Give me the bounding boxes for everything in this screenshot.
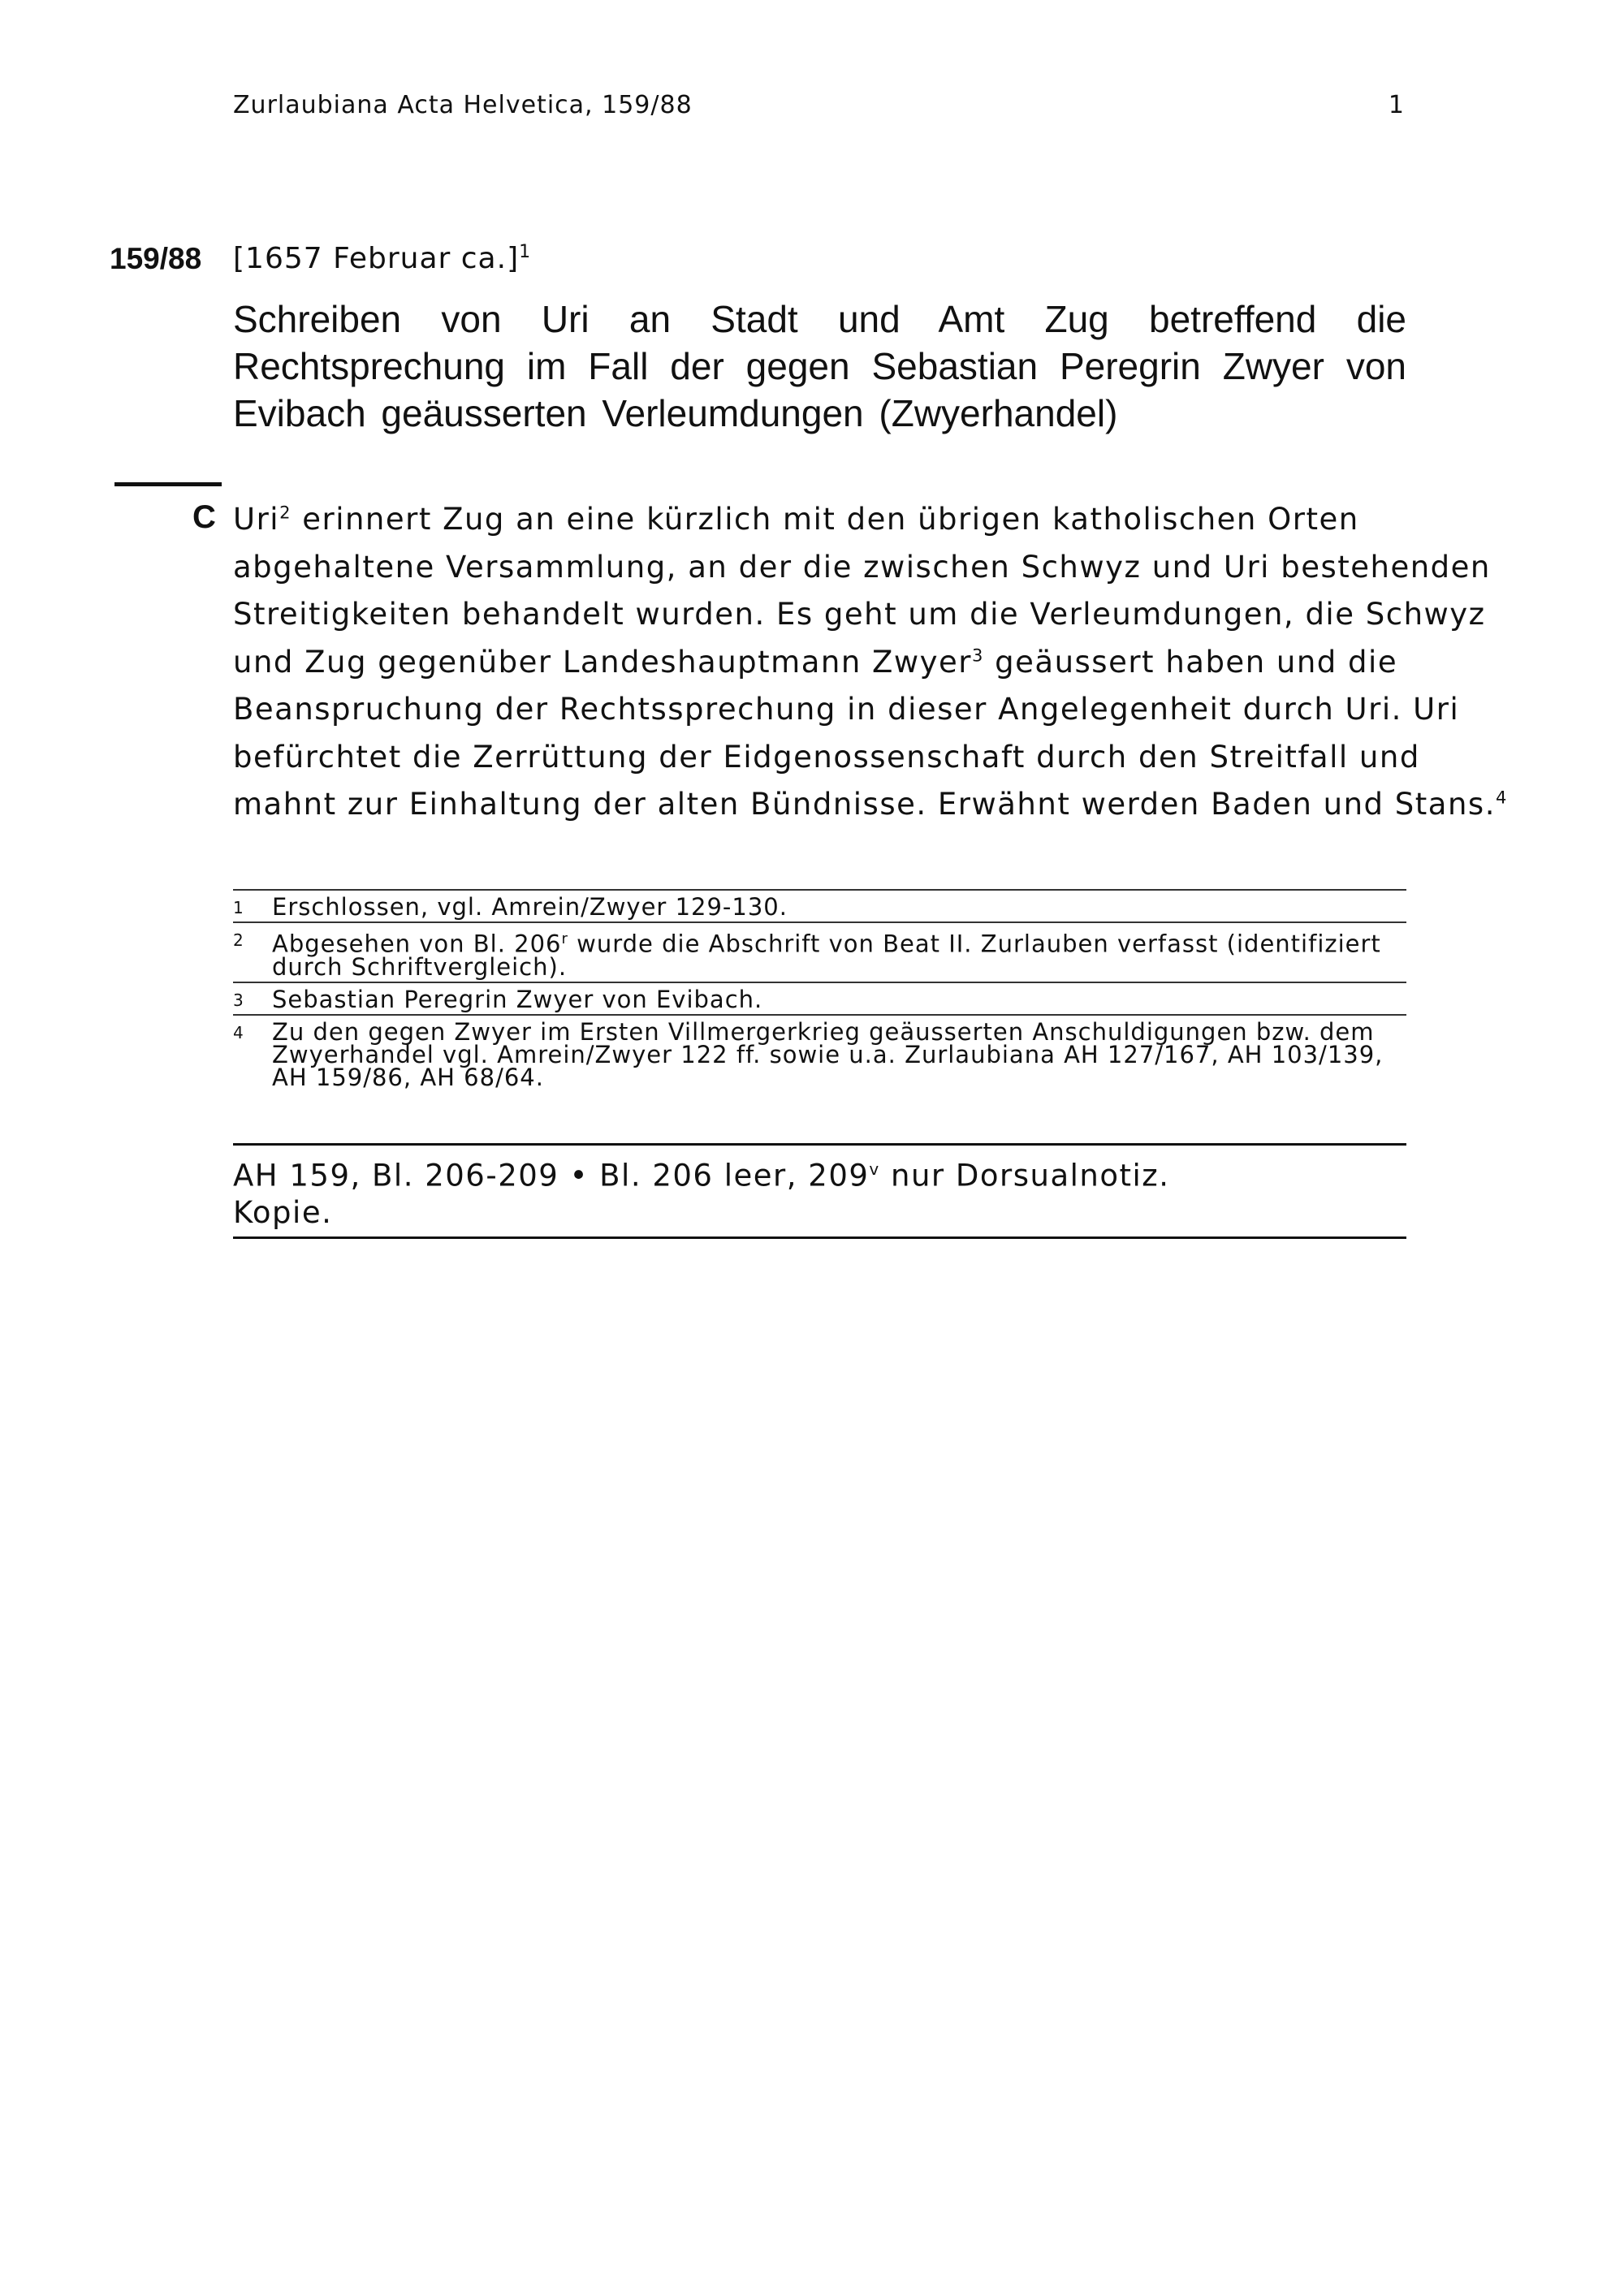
- footnote-ref-2[interactable]: 2: [279, 503, 292, 523]
- page-number: 1: [1388, 91, 1405, 119]
- document-number: 159/88: [110, 242, 202, 275]
- source-description: [233, 1143, 1406, 1239]
- regest-text-part: mahnt zur Einhaltung der alten Bündnisse. Erwähnt werden Baden und Stans.: [233, 787, 1496, 822]
- source-type: Kopie.: [233, 1195, 333, 1231]
- footnote-2: [233, 921, 1406, 982]
- source-line: [233, 1150, 1406, 1194]
- footnote-text: AH 159/86, AH 68/64.: [272, 1063, 544, 1091]
- regest-text-part: erinnert Zug an eine kürzlich mit den übrigen katholischen Orten: [291, 502, 1359, 537]
- running-header: [233, 91, 1405, 132]
- regest-line: befürchtet die Zerrüttung der Eidgenossenschaft durch den Streitfall und: [233, 739, 1420, 775]
- regest-line: Beanspruchung der Rechtssprechung in dieser Angelegenheit durch Uri. Uri: [233, 692, 1460, 727]
- regest-line: [233, 496, 1406, 544]
- footnote-ref-4[interactable]: 4: [1495, 788, 1508, 808]
- regest-text-part: und Zug gegenüber Landeshauptmann Zwyer: [233, 644, 973, 680]
- folio-side-superscript: r: [561, 930, 568, 947]
- source-text-part: AH 159, Bl. 206-209 • Bl. 206 leer, 209: [233, 1158, 870, 1193]
- footnote-4: [233, 1014, 1406, 1092]
- footnote-text-part: wurde die Abschrift von Beat II. Zurlauben verfasst (identifiziert: [568, 930, 1381, 958]
- source-text-part: nur Dorsualnotiz.: [879, 1158, 1170, 1193]
- footnote-number: 1: [233, 898, 244, 917]
- footnote-text: Zwyerhandel vgl. Amrein/Zwyer 122 ff. sowie u.a. Zurlaubiana AH 127/167, AH 103/139,: [272, 1040, 1384, 1068]
- document-title: Schreiben von Uri an Stadt und Amt Zug betreffend die Rechtsprechung im Fall der gegen Sebastian Peregrin Zwyer von Evibach geäusserten Verleumdungen (Zwyerhandel): [233, 298, 1406, 434]
- footnote-text: Erschlossen, vgl. Amrein/Zwyer 129-130.: [272, 893, 788, 921]
- document-date-text: [1657 Februar ca.]: [233, 242, 520, 275]
- footnote-text: [272, 928, 1406, 956]
- source-letter: C: [192, 499, 216, 535]
- footnote-3: [233, 982, 1406, 1014]
- regest-line: [233, 639, 1406, 687]
- footnote-text: Sebastian Peregrin Zwyer von Evibach.: [272, 985, 763, 1013]
- regest-text-part: Uri: [233, 502, 280, 537]
- footnote-number: 2: [233, 930, 244, 950]
- footnote-number: 4: [233, 1022, 244, 1042]
- regest-text-part: geäussert haben und die: [983, 644, 1398, 680]
- document-date: [233, 242, 531, 275]
- footnote-1: [233, 889, 1406, 921]
- footnote-text-part: Abgesehen von Bl. 206: [272, 930, 562, 958]
- regest-line: Streitigkeiten behandelt wurden. Es geht um die Verleumdungen, die Schwyz: [233, 597, 1486, 632]
- footnote-text: durch Schriftvergleich).: [272, 952, 568, 981]
- regest-line: [233, 781, 1508, 829]
- regest-line: abgehaltene Versammlung, an der die zwischen Schwyz und Uri bestehenden: [233, 549, 1491, 585]
- footnote-text: Zu den gegen Zwyer im Ersten Villmergerkrieg geäusserten Anschuldigungen bzw. dem: [272, 1017, 1375, 1046]
- folio-side-superscript: v: [869, 1159, 880, 1179]
- section-marker-rule: [114, 482, 222, 486]
- footnote-ref-1[interactable]: 1: [519, 242, 532, 262]
- footnote-ref-3[interactable]: 3: [972, 645, 984, 666]
- footnote-number: 3: [233, 990, 244, 1010]
- regest-text: [233, 496, 1508, 829]
- running-title: Zurlaubiana Acta Helvetica, 159/88: [233, 91, 693, 119]
- footnotes: [233, 889, 1406, 1092]
